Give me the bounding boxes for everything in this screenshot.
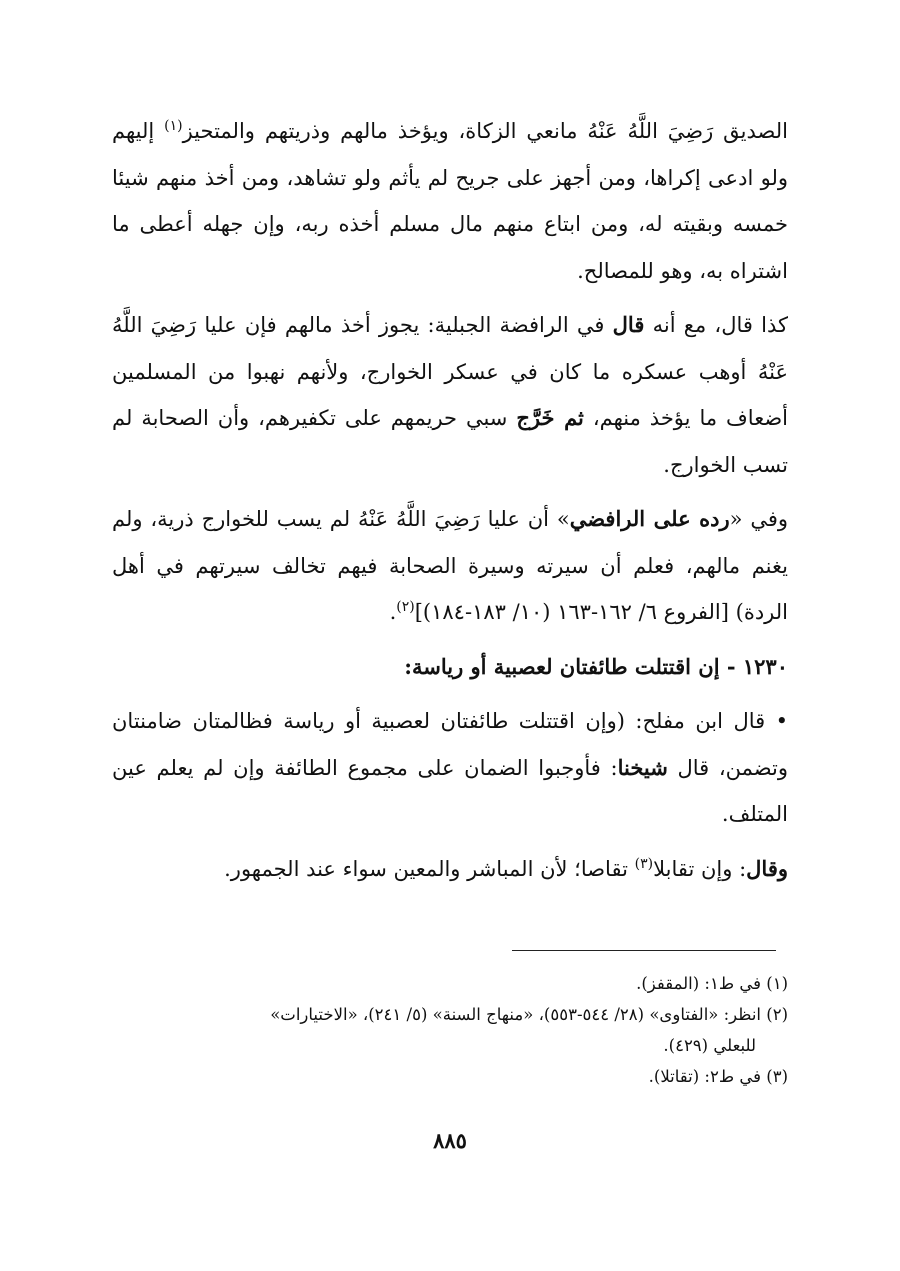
footnote-2: (٢) انظر: «الفتاوى» (٢٨/ ٥٤٤-٥٥٣)، «منهاج السنة» (٥/ ٢٤١)، «الاختيارات» xyxy=(270,1005,788,1024)
paragraph-2-part-a: كذا قال، مع أنه xyxy=(644,313,788,337)
footnote-3: (٣) في ط٢: (تقاتلا). xyxy=(648,1067,788,1086)
paragraph-2-part-c: في الرافضة الجبلية: يجوز أخذ مالهم فإن عليا رَضِيَ اللَّهُ عَنْهُ أوهب عسكره ما كان في عسكر الخوارج، ولأنهم نهبوا من المسلمين أضعاف ما يؤخذ منهم، xyxy=(112,313,789,430)
paragraph-3-part-a: وفي « xyxy=(729,507,788,531)
paragraph-2-bold-kharraj: ثم خَرَّج xyxy=(516,405,584,430)
footnote-ref-3[interactable]: (٣) xyxy=(634,855,654,872)
paragraph-5 xyxy=(112,846,788,893)
section-number: ١٢٣٠ - xyxy=(726,653,788,679)
page-body xyxy=(112,108,788,900)
footnote-ref-2[interactable]: (٢) xyxy=(396,599,415,615)
section-title: إن اقتتلت طائفتان لعصبية أو رياسة: xyxy=(404,653,727,679)
paragraph-3 xyxy=(112,496,788,636)
paragraph-5-part-c: تقاصا؛ لأن المباشر والمعين سواء عند الجمهور. xyxy=(224,856,635,881)
paragraph-2-part-e: سبي حريمهم على تكفيرهم، وأن الصحابة لم تسب الخوارج. xyxy=(112,406,788,477)
paragraph-3-end: . xyxy=(389,600,397,624)
paragraph-4-part-a: • قال ابن مفلح: (وإن اقتتلت طائفتان لعصبية أو رياسة فظالمتان ضامنتان وتضمن، قال xyxy=(112,709,788,780)
paragraph-1-rest: إليهم ولو ادعى إكراها، ومن أجهز على جريح لم يأثم ولو تشاهد، ومن أخذ منهم شيئا خمسه وبقيته له، ومن ابتاع منهم مال مسلم أخذه ربه، وإن جهله أعطى ما اشتراه به، وهو للمصالح. xyxy=(112,119,788,283)
paragraph-1-text: الصديق رَضِيَ اللَّهُ عَنْهُ مانعي الزكاة، ويؤخذ مالهم وذريتهم والمتحيز xyxy=(182,119,788,143)
paragraph-3-part-c: » أن عليا رَضِيَ اللَّهُ عَنْهُ لم يسب للخوارج ذرية، ولم يغنم مالهم، فعلم أن سيرته وسيرة الصحابة فيهم تخالف سيرتهم في أهل الردة) [الفروع ٦/ ١٦٢-١٦٣ (١٠/ ١٨٣-١٨٤)] xyxy=(112,507,788,624)
footnote-divider xyxy=(512,950,776,951)
paragraph-5-bold-qal: وقال xyxy=(746,855,788,881)
paragraph-2 xyxy=(112,302,788,488)
footnote-1: (١) في ط١: (المقفز). xyxy=(636,974,788,993)
paragraph-4-bold-shaykhuna: شيخنا xyxy=(617,754,668,780)
paragraph-2-bold-qal: قال xyxy=(612,312,645,337)
footnote-2-continued: للبعلي (٤٢٩). xyxy=(663,1036,756,1055)
paragraph-5-part-b: : وإن تقابلا xyxy=(653,856,747,881)
paragraph-1 xyxy=(112,108,788,294)
section-heading xyxy=(112,644,788,691)
paragraph-4 xyxy=(112,698,788,838)
page-number: ٨٨٥ xyxy=(433,1128,467,1153)
footnotes xyxy=(112,968,788,1092)
paragraph-4-part-c: : فأوجبوا الضمان على مجموع الطائفة وإن لم يعلم عين المتلف. xyxy=(112,755,788,826)
footnote-ref-1[interactable]: (١) xyxy=(164,118,183,134)
paragraph-3-book-title: رده على الرافضي xyxy=(569,506,730,531)
